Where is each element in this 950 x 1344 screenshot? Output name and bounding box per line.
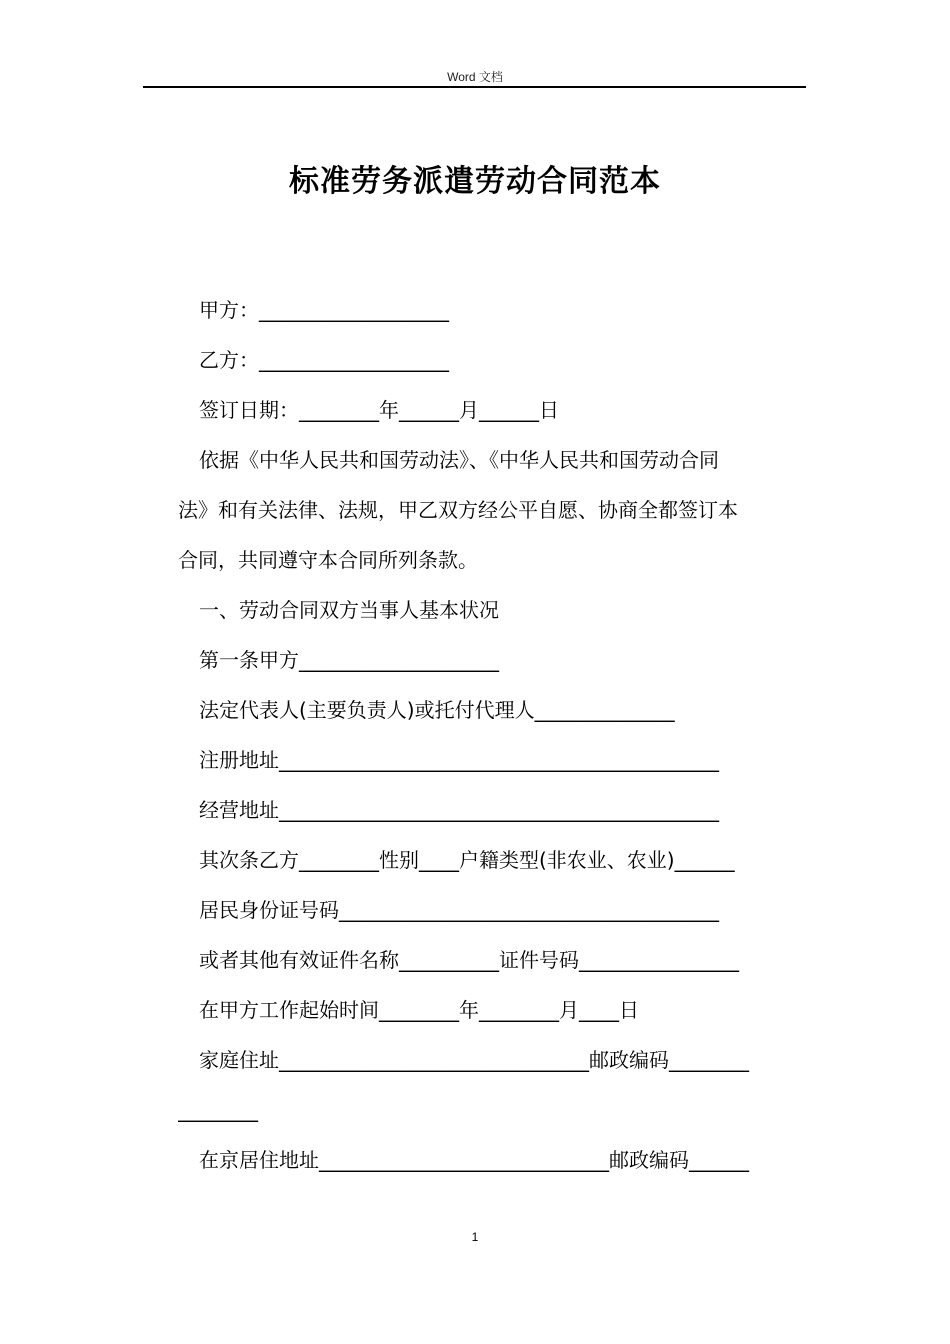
id-number-line: 居民身份证号码______________________________________ <box>199 898 719 922</box>
document-body <box>178 290 803 1190</box>
other-id-line: 或者其他有效证件名称__________证件号码________________ <box>199 948 739 972</box>
beijing-address-line: 在京居住地址_____________________________邮政编码______ <box>199 1148 749 1172</box>
preamble-line: 合同，共同遵守本合同所列条款。 <box>178 548 478 572</box>
business-address-line: 经营地址____________________________________________ <box>199 798 719 822</box>
page-header: Word 文档 <box>447 70 503 84</box>
article-two-line: 其次条乙方________性别____户籍类型(非农业、农业)______ <box>199 848 735 872</box>
signing-date-line: 签订日期：________年______月______日 <box>199 398 559 422</box>
legal-representative-line: 法定代表人(主要负责人)或托付代理人______________ <box>199 698 675 722</box>
home-address-line: 家庭住址_______________________________邮政编码________ <box>199 1048 749 1072</box>
preamble-line: 依据《中华人民共和国劳动法》、《中华人民共和国劳动合同 <box>199 448 719 472</box>
header-divider <box>143 86 806 88</box>
start-date-line: 在甲方工作起始时间________年________月____日 <box>199 998 639 1022</box>
party-a-line: 甲方：___________________ <box>199 298 449 322</box>
registered-address-line: 注册地址____________________________________________ <box>199 748 719 772</box>
preamble-line: 法》和有关法律、法规，甲乙双方经公平自愿、协商全都签订本 <box>178 498 738 522</box>
document-title: 标准劳务派遣劳动合同范本 <box>289 164 661 199</box>
article-one-line: 第一条甲方____________________ <box>199 648 499 672</box>
party-b-line: 乙方：___________________ <box>199 348 449 372</box>
home-address-continuation: ________ <box>178 1098 258 1122</box>
section-heading: 一、劳动合同双方当事人基本状况 <box>199 598 499 622</box>
page-number: 1 <box>471 1230 479 1244</box>
